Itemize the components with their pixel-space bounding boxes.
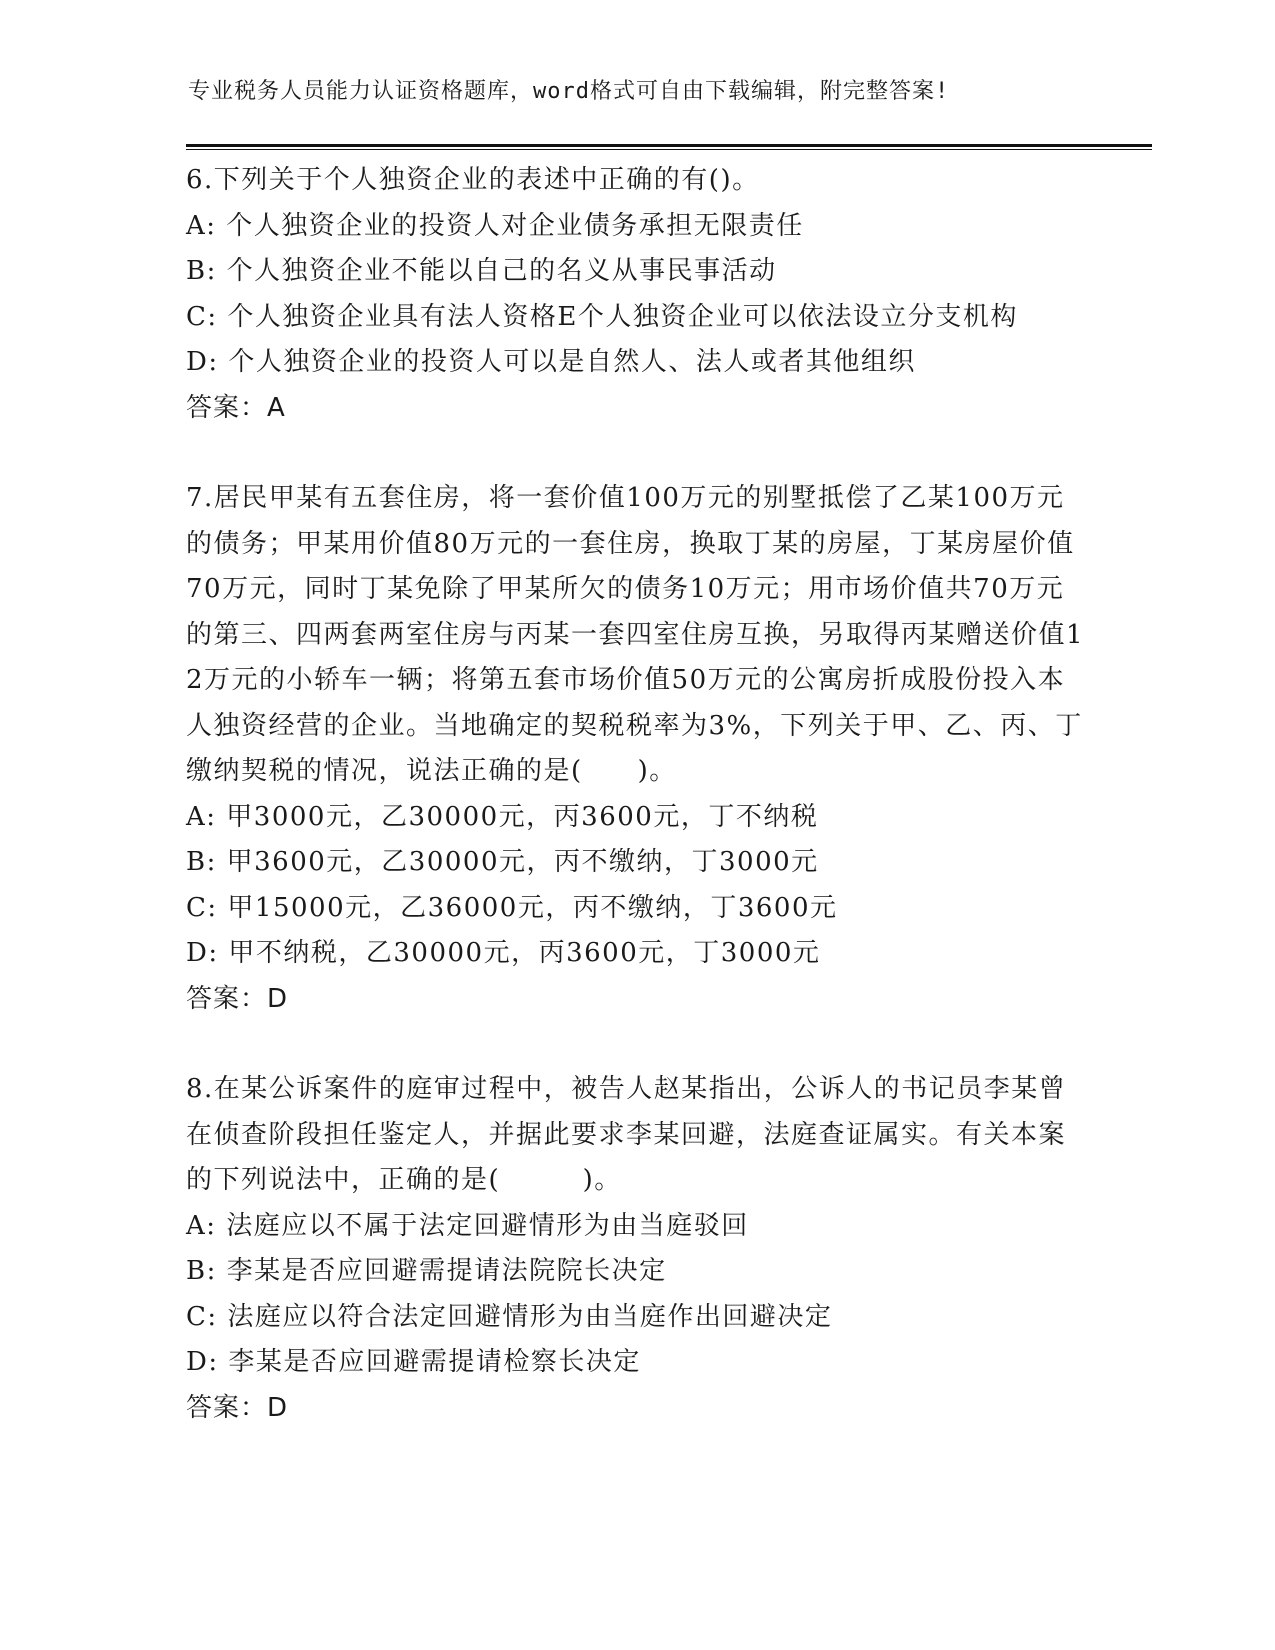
option-b: B: 个人独资企业不能以自己的名义从事民事活动 xyxy=(186,256,777,286)
option-a: A: 甲3000元，乙30000元，丙3600元，丁不纳税 xyxy=(186,801,819,832)
option-c: C: 个人独资企业具有法人资格E个人独资企业可以依法设立分支机构 xyxy=(186,301,1018,332)
option-c: C: 甲15000元，乙36000元，丙不缴纳，丁3600元 xyxy=(186,892,838,923)
option-d: D: 李某是否应回避需提请检察长决定 xyxy=(186,1347,641,1377)
option-b: B: 甲3600元，乙30000元，丙不缴纳，丁3000元 xyxy=(186,847,819,877)
question-stem: 8.在某公诉案件的庭审过程中，被告人赵某指出，公诉人的书记员李某曾在侦查阶段担任鉴定人，并据此要求李某回避，法庭查证属实。有关本案的下列说法中，正确的是( )。 xyxy=(186,1074,1067,1195)
answer-label: 答案：D xyxy=(186,983,289,1014)
question-8 xyxy=(186,1067,1086,1431)
option-c: C: 法庭应以符合法定回避情形为由当庭作出回避决定 xyxy=(186,1301,833,1332)
header-rule-thin xyxy=(186,149,1152,150)
option-d: D: 甲不纳税，乙30000元，丙3600元，丁3000元 xyxy=(186,938,821,968)
question-6 xyxy=(186,158,1086,431)
page-header: 专业税务人员能力认证资格题库，word格式可自由下载编辑，附完整答案! xyxy=(188,79,950,104)
question-stem: 7.居民甲某有五套住房，将一套价值100万元的别墅抵偿了乙某100万元的债务；甲某用价值80万元的一套住房，换取丁某的房屋，丁某房屋价值70万元，同时丁某免除了甲某所欠的债务10万元；用市场价值共70万元的第三、四两套两室住房与丙某一套四室住房互换，另取得丙某赠送价值12万元的小轿车一辆；将第五套市场价值50万元的公寓房折成股份投入本人独资经营的企业。当地确定的契税税率为3%，下列关于甲、乙、丙、丁缴纳契税的情况，说法正确的是( )。 xyxy=(186,483,1085,786)
question-list xyxy=(186,158,1086,1431)
option-d: D: 个人独资企业的投资人可以是自然人、法人或者其他组织 xyxy=(186,347,916,377)
answer-label: 答案：D xyxy=(186,1392,289,1423)
answer-label: 答案：A xyxy=(186,392,286,423)
option-b: B: 李某是否应回避需提请法院院长决定 xyxy=(186,1256,667,1286)
option-a: A: 法庭应以不属于法定回避情形为由当庭驳回 xyxy=(186,1210,749,1241)
header-rule-thick xyxy=(186,144,1152,147)
question-stem: 6.下列关于个人独资企业的表述中正确的有()。 xyxy=(186,165,760,195)
question-7 xyxy=(186,476,1086,1022)
option-a: A: 个人独资企业的投资人对企业债务承担无限责任 xyxy=(186,210,804,241)
